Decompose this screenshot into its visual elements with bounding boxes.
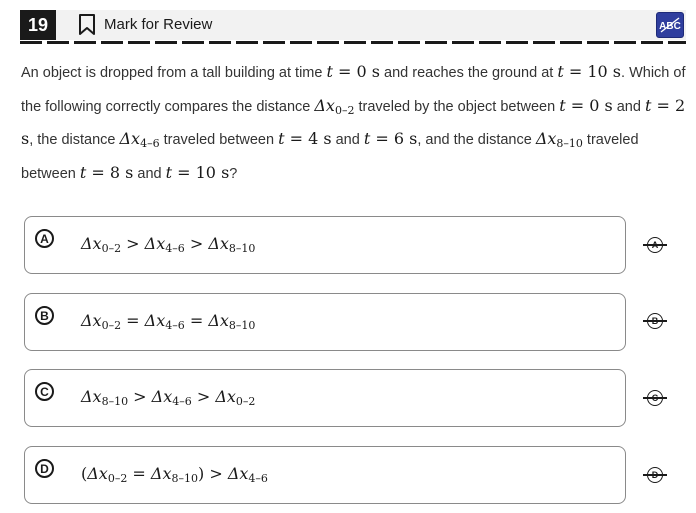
header-divider bbox=[20, 41, 686, 44]
choice-expression: $(\Delta x_{0-2} = \Delta x_{8-10}) > \Delta x_{4-6}$ bbox=[81, 464, 268, 485]
choice-d[interactable] bbox=[24, 446, 626, 504]
strikethrough-choice-b-button[interactable] bbox=[643, 313, 667, 329]
choice-c[interactable] bbox=[24, 369, 626, 427]
choice-letter: D bbox=[35, 459, 54, 478]
bookmark-icon[interactable] bbox=[78, 14, 96, 36]
choice-letter: C bbox=[35, 382, 54, 401]
strikethrough-choice-d-button[interactable] bbox=[643, 467, 667, 483]
choice-expression: $\Delta x_{0-2} = \Delta x_{4-6} = \Delta x_{8-10}$ bbox=[81, 311, 256, 332]
svg-text:ABC: ABC bbox=[659, 21, 681, 32]
question-text: An object is dropped from a tall building at time t = 0 s and reaches the ground at t = 10 s. Which of the following correctly compares the distance $\Delta x_{0-2}$ traveled by the object between t = 0 s and t = 2 s, the distance $\Delta x_{4-6}$ traveled between t = 4 s and t = 6 s, and the distance $\Delta x_{8-10}$ traveled between t = 8 s and t = 10 s? bbox=[21, 62, 686, 182]
choice-letter: B bbox=[35, 306, 54, 325]
question-number: 19 bbox=[20, 10, 56, 40]
abc-strikethrough-icon bbox=[659, 17, 681, 33]
question-header bbox=[20, 10, 686, 40]
choice-letter: A bbox=[35, 229, 54, 248]
abc-eliminator-button[interactable] bbox=[656, 12, 684, 38]
mark-for-review-label[interactable]: Mark for Review bbox=[104, 16, 213, 33]
choice-b[interactable] bbox=[24, 293, 626, 351]
strikethrough-choice-c-button[interactable] bbox=[643, 390, 667, 406]
choice-expression: $\Delta x_{8-10} > \Delta x_{4-6} > \Delta x_{0-2}$ bbox=[81, 387, 256, 408]
choice-a[interactable] bbox=[24, 216, 626, 274]
choice-expression: $\Delta x_{0-2} > \Delta x_{4-6} > \Delta x_{8-10}$ bbox=[81, 234, 256, 255]
strikethrough-choice-a-button[interactable] bbox=[643, 237, 667, 253]
